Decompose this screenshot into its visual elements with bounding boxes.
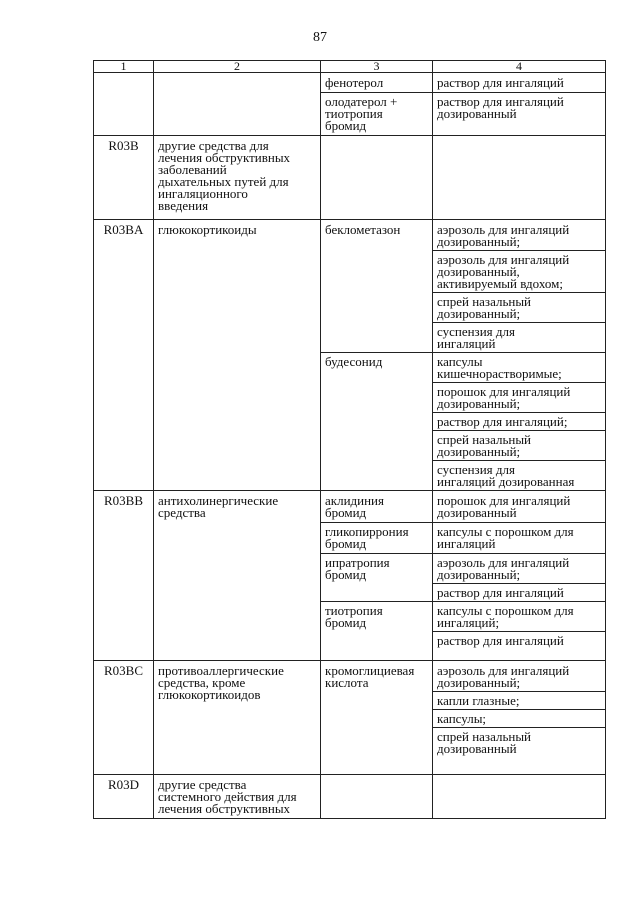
column-header: 2 <box>154 61 321 73</box>
group-name: глюкокортикоиды <box>154 220 321 491</box>
substance-list <box>321 73 432 135</box>
atc-code: R03D <box>94 775 154 819</box>
substance-forms <box>433 220 605 352</box>
drug-table <box>93 60 606 819</box>
substance-forms <box>433 491 605 522</box>
atc-code: R03B <box>94 136 154 220</box>
substance-cell <box>321 220 433 491</box>
substance-name: олодатерол + тиотропия бромид <box>321 92 432 135</box>
substance-name: тиотропия бромид <box>321 601 432 649</box>
substance-name: будесонид <box>321 352 432 490</box>
forms-list <box>433 661 605 757</box>
substance-name: аклидиния бромид <box>325 493 384 520</box>
atc-code: R03BA <box>94 220 154 491</box>
forms-cell <box>433 73 606 136</box>
dosage-form: спрей назальный дозированный; <box>433 430 605 460</box>
dosage-form: порошок для ингаляций дозированный; <box>433 382 605 412</box>
atc-code <box>94 73 154 136</box>
dosage-form: аэрозоль для ингаляций дозированный; <box>437 222 570 249</box>
dosage-form: капсулы; <box>433 709 605 727</box>
table-row <box>94 775 606 819</box>
forms-list <box>433 491 605 649</box>
substance-list <box>321 661 432 757</box>
dosage-form: аэрозоль для ингаляций дозированный; <box>437 555 570 582</box>
group-name: противоаллергические средства, кроме глюкокортикоидов <box>154 661 321 775</box>
dosage-form: раствор для ингаляций <box>433 631 605 649</box>
substance-name: кромоглициевая кислота <box>325 663 415 690</box>
group-name: антихолинергические средства <box>154 491 321 661</box>
dosage-form: капсулы с порошком для ингаляций <box>437 524 574 551</box>
table-body <box>94 61 606 819</box>
substance-forms <box>433 92 605 135</box>
dosage-form: спрей назальный дозированный <box>433 727 605 757</box>
substance-forms <box>433 661 605 757</box>
forms-cell <box>433 136 606 220</box>
substance-name: ипратропия бромид <box>321 553 432 601</box>
substance-forms <box>433 522 605 553</box>
dosage-form: аэрозоль для ингаляций дозированный; <box>437 663 570 690</box>
substance-list <box>321 220 432 490</box>
dosage-form: раствор для ингаляций; <box>433 412 605 430</box>
substance-forms <box>433 601 605 649</box>
column-header: 1 <box>94 61 154 73</box>
group-name: другие средства системного действия для лечения обструктивных <box>154 775 321 819</box>
forms-cell <box>433 491 606 661</box>
forms-cell <box>433 775 606 819</box>
table-row <box>94 220 606 491</box>
dosage-form: суспензия для ингаляций дозированная <box>433 460 605 490</box>
page-number: 87 <box>313 30 327 45</box>
substance-list <box>321 491 432 649</box>
substance-cell <box>321 661 433 775</box>
dosage-form: суспензия для ингаляций <box>433 322 605 352</box>
forms-cell <box>433 220 606 491</box>
substance-cell <box>321 775 433 819</box>
dosage-form: раствор для ингаляций <box>437 75 564 90</box>
substance-name: гликопиррония бромид <box>321 522 432 553</box>
substance-name: беклометазон <box>325 222 401 237</box>
substance-forms <box>433 73 605 92</box>
dosage-form: раствор для ингаляций дозированный <box>437 94 564 121</box>
column-header: 4 <box>433 61 606 73</box>
substance-forms <box>433 553 605 601</box>
substance-forms <box>433 352 605 490</box>
substance-name: фенотерол <box>325 75 384 90</box>
substance-cell <box>321 491 433 661</box>
column-header: 3 <box>321 61 433 73</box>
atc-code: R03BB <box>94 491 154 661</box>
table-row <box>94 661 606 775</box>
table-row <box>94 136 606 220</box>
dosage-form: раствор для ингаляций <box>433 583 605 601</box>
table-row <box>94 73 606 136</box>
atc-code: R03BC <box>94 661 154 775</box>
dosage-form: капсулы кишечнорастворимые; <box>437 354 562 381</box>
dosage-form: капли глазные; <box>433 691 605 709</box>
header-row <box>94 61 606 73</box>
dosage-form: капсулы с порошком для ингаляций; <box>437 603 574 630</box>
dosage-form: порошок для ингаляций дозированный <box>437 493 571 520</box>
forms-list <box>433 73 605 135</box>
substance-cell <box>321 136 433 220</box>
forms-list <box>433 220 605 490</box>
forms-cell <box>433 661 606 775</box>
substance-cell <box>321 73 433 136</box>
table-row <box>94 491 606 661</box>
group-name: другие средства для лечения обструктивных заболеваний дыхательных путей для ингаляционного введения <box>154 136 321 220</box>
dosage-form: спрей назальный дозированный; <box>433 292 605 322</box>
group-name <box>154 73 321 136</box>
dosage-form: аэрозоль для ингаляций дозированный, активируемый вдохом; <box>433 250 605 292</box>
